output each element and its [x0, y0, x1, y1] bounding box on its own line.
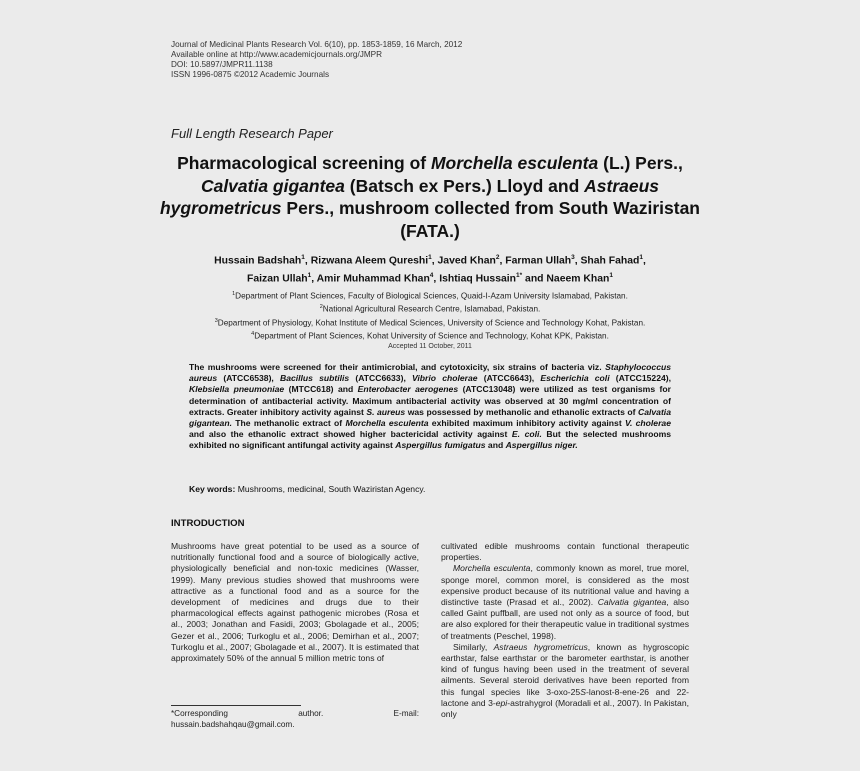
affiliation-line — [150, 329, 710, 342]
author-name: Javed Khan — [437, 255, 496, 267]
affiliation-line — [150, 302, 710, 315]
author-name: Ishtiaq Hussain — [439, 273, 516, 285]
affiliation-line — [150, 316, 710, 329]
text-run: Similarly, — [453, 641, 494, 652]
author-affiliation-mark: 1 — [609, 272, 613, 280]
author-affiliation-mark: 1 — [428, 254, 432, 261]
text-run: (ATCC6643), — [477, 373, 541, 384]
author-affiliation-mark: 1 — [301, 254, 305, 261]
species-name: Enterobacter aerogenes — [357, 384, 459, 395]
journal-url: Available online at http://www.academicjournals.org/JMPR — [171, 50, 383, 59]
journal-header — [171, 40, 462, 80]
species-name: S — [580, 686, 586, 697]
species-name: Staphylococcus aureus — [189, 362, 671, 384]
text-run: exhibited maximum inhibitory activity against — [428, 418, 625, 429]
author-affiliation-mark: 2 — [495, 254, 500, 261]
species-name: Bacillus subtilis — [279, 373, 350, 384]
text-run: and also the ethanolic extract showed higher bactericidal activity against — [189, 429, 512, 440]
affiliation-text: National Agricultural Research Centre, Islamabad, Pakistan. — [322, 305, 541, 315]
footnote-row — [171, 709, 419, 720]
species-name: Aspergillus niger. — [505, 440, 578, 451]
author-name: Shah Fahad — [580, 255, 640, 267]
footnote-divider — [171, 705, 301, 706]
corresponding-email: hussain.badshahqau@gmail.com. — [171, 719, 295, 729]
text-run: was possessed by methanolic and ethanolic extracts of — [405, 406, 639, 417]
text-run: The methanolic extract of — [231, 418, 346, 429]
author-affiliation-mark: 1 — [307, 272, 312, 280]
section-heading-introduction: INTRODUCTION — [171, 518, 245, 529]
body-column-left — [171, 541, 419, 664]
author-affiliation-mark: 4 — [429, 272, 434, 280]
text-run: , known as hygroscopic earthstar, false earthstar or the barometer earthstar, is another kind of fungus having been used in the treatment of several ailments. Several steroid derivatives have been reported from this fungal species like 3-oxo-25 — [441, 641, 689, 697]
footnote-text: *Corresponding — [171, 709, 228, 718]
title-species: Morchella esculenta — [430, 153, 599, 173]
journal-citation: Journal of Medicinal Plants Research Vol. 6(10), pp. 1853-1859, 16 March, 2012 — [171, 40, 463, 49]
accepted-date: Accepted 11 October, 2011 — [388, 343, 472, 350]
species-name: Escherichia coli — [540, 373, 610, 384]
species-name: V. cholerae — [625, 418, 671, 429]
text-run: (ATCC15224), — [609, 373, 671, 384]
author-name: Naeem Khan — [546, 273, 610, 285]
species-name: S. aureus — [366, 406, 406, 417]
doi: DOI: 10.5897/JMPR11.1138 — [171, 60, 273, 69]
author-name: Amir Muhammad Khan — [316, 273, 430, 285]
species-name: Morchella esculenta — [345, 418, 429, 429]
author-affiliation-mark: 3 — [571, 254, 575, 261]
text-run: and — [485, 440, 506, 451]
affiliation-text: Department of Plant Sciences, Kohat University of Science and Technology, Kohat KPK, Pakistan. — [254, 331, 609, 341]
body-column-right — [441, 541, 689, 720]
title-species: Astraeus hygrometricus — [159, 175, 660, 218]
author-list: Hussain Badshah$^1$, Rizwana Aleem Qureshi$^1$, Javed Khan$^2$, Farman Ullah$^3$, Shah Fahad$^1$, Faizan Ullah$^1$, Amir Muhammad Khan$^4$, Ishtiaq Hussain$^{1*}$ and Naeem Khan$^1$ — [214, 254, 646, 285]
author-affiliation-mark: 1* — [516, 272, 523, 280]
species-name: Morchella esculenta — [453, 563, 531, 574]
author-name: Farman Ullah — [505, 255, 572, 267]
affiliation-mark: 2 — [319, 304, 323, 311]
paper-title — [150, 152, 710, 242]
text-run: -lanost-8-ene-26 and 22-lactone and 3- — [441, 686, 690, 708]
keywords-label: Key words: — [189, 484, 236, 494]
text-run: , commonly known as morel, true morel, sponge morel, common morel, is considered as the most expensive product because of its nutritional value and having a distinctive taste (Prasad et al., 2002). — [441, 563, 689, 608]
text-run: But the selected mushrooms exhibited no significant antifungal activity against — [189, 429, 671, 451]
species-name: epi — [495, 697, 508, 708]
keywords — [189, 484, 671, 494]
text-run: -astrahygrol (Moradali et al., 2007). In Pakistan, only — [441, 697, 690, 720]
affiliation-text: Department of Plant Sciences, Faculty of Biological Sciences, Quaid-I-Azam University Islamabad, Pakistan. — [235, 291, 628, 301]
species-name: Calvatia gigantean. — [189, 406, 671, 429]
paper-type: Full Length Research Paper — [171, 126, 333, 141]
affiliation-mark: 4 — [251, 330, 255, 337]
species-name: Astraeus hygrometricus — [493, 641, 588, 652]
text-run: (MTCC618) and — [284, 384, 358, 395]
affiliation-text: Department of Physiology, Kohat Institute of Medical Sciences, University of Science and Technology Kohat, Pakistan. — [217, 318, 646, 328]
author-name: Hussain Badshah — [214, 255, 302, 267]
issn: ISSN 1996-0875 ©2012 Academic Journals — [171, 70, 330, 79]
affiliation-line — [150, 289, 710, 302]
keywords-text: Mushrooms, medicinal, South Waziristan Agency. — [235, 484, 426, 494]
affiliation-mark: 1 — [232, 291, 236, 297]
affiliations — [150, 289, 710, 342]
paragraph: Mushrooms have great potential to be used as a source of nutritionally functional food and a source of biologically active, physiologically beneficial and non-toxic medicines (Wasser, 1999). Many previous studies showed that mushrooms were attractive as a functional food and as a source for the development of medicines and drugs due to their pharmacological effects against pathogenic microbes (Rosa et al., 2003; Jonathan and Fasidi, 2003; Gbolagade et al., 2005; Gezer et al., 2006; Turkoglu et al., 2006; Demirhan et al., 2007; Turkoglu et al., 2007; Gbolagade et al., 2007). It is estimated that approximately 50% of the annual 5 million metric tons of — [171, 541, 419, 664]
title-part: (L.) Pers., — [598, 153, 683, 173]
footnote-text: E-mail: — [393, 709, 419, 718]
text-run: , also called Gaint puffball, are used not only as a source of food, but are also explored for their therapeutic value in traditional systmes of treatments (Peschel, 1998). — [441, 597, 689, 641]
title-species: Calvatia gigantea — [200, 175, 345, 196]
paragraph — [441, 563, 689, 641]
species-name: E. coli. — [511, 429, 542, 440]
title-part: (Batsch ex Pers.) Lloyd and — [344, 175, 585, 196]
author-name: Rizwana Aleem Qureshi — [310, 255, 429, 267]
paragraph: cultivated edible mushrooms contain functional therapeutic properties. — [441, 541, 689, 563]
title-part: Pharmacological screening of — [177, 153, 431, 173]
species-name: Calvatia gigantea — [597, 597, 667, 608]
text-run: The mushrooms were screened for their antimicrobial, and cytotoxicity, six strains of bacteria viz. — [189, 362, 606, 372]
footnote-text: author. — [298, 709, 324, 718]
affiliation-mark: 3 — [214, 317, 218, 324]
footnote — [171, 709, 419, 730]
species-name: Aspergillus fumigatus — [395, 440, 486, 451]
text-run: (ATCC13048) were utilized as test organisms for determination of antibacterial activity. Maximum antibacterial activity was observed at 30 mg/ml concentration of extracts. Greater inhibitory activity against — [189, 384, 671, 417]
species-name: Klebsiella pneumoniae — [189, 384, 285, 395]
text-run: (ATCC6538), — [217, 373, 280, 384]
author-affiliation-mark: 1 — [639, 254, 644, 261]
text-run: (ATCC6633), — [349, 373, 412, 384]
author-name: Faizan Ullah — [247, 273, 308, 285]
paragraph — [441, 642, 689, 720]
title-part: Pers., mushroom collected from South Waziristan (FATA.) — [281, 198, 701, 241]
species-name: Vibrio cholerae — [412, 373, 478, 384]
abstract — [189, 362, 671, 452]
